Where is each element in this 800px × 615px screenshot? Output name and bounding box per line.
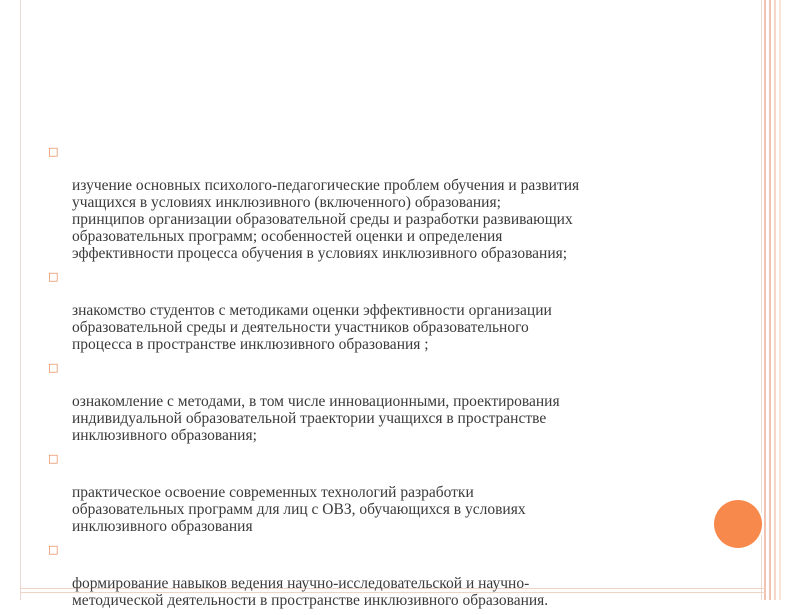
right-border-line <box>774 0 776 600</box>
bullet-icon: □ <box>48 543 59 556</box>
list-item <box>48 359 708 444</box>
list-item <box>48 268 708 353</box>
bullet-text: формирование навыков ведения научно-исследовательской и научно- методической деятельности в пространстве инклюзивного образования. <box>72 575 549 609</box>
bullet-icon: □ <box>48 270 59 283</box>
list-item <box>48 541 708 609</box>
right-border-line <box>764 0 766 600</box>
right-border-line <box>769 0 771 600</box>
bullet-text: ознакомление с методами, в том числе инновационными, проектирования индивидуальной образовательной траектории учащихся в пространстве инклюзивного образования; <box>72 393 560 444</box>
bullet-icon: □ <box>48 145 59 158</box>
bullet-icon: □ <box>48 361 59 374</box>
list-item <box>48 450 708 535</box>
orange-circle-decoration <box>714 500 762 548</box>
bullet-text: практическое освоение современных технологий разработки образовательных программ для лиц с ОВЗ, обучающихся в условиях инклюзивного образования <box>72 484 526 535</box>
bullet-list <box>48 143 708 615</box>
bullet-text: знакомство студентов с методиками оценки эффективности организации образовательной среды и деятельности участников образовательного процесса в пространстве инклюзивного образования ; <box>72 302 552 353</box>
list-item <box>48 143 708 262</box>
bullet-icon: □ <box>48 452 59 465</box>
bullet-text: изучение основных психолого-педагогические проблем обучения и развития учащихся в условиях инклюзивного (включенного) образования; принципов организации образовательной среды и разработки развивающих образовательных программ; особенностей оценки и определения эффективности процесса обучения в условиях инклюзивного образования; <box>72 177 580 262</box>
right-border-line <box>779 0 781 600</box>
